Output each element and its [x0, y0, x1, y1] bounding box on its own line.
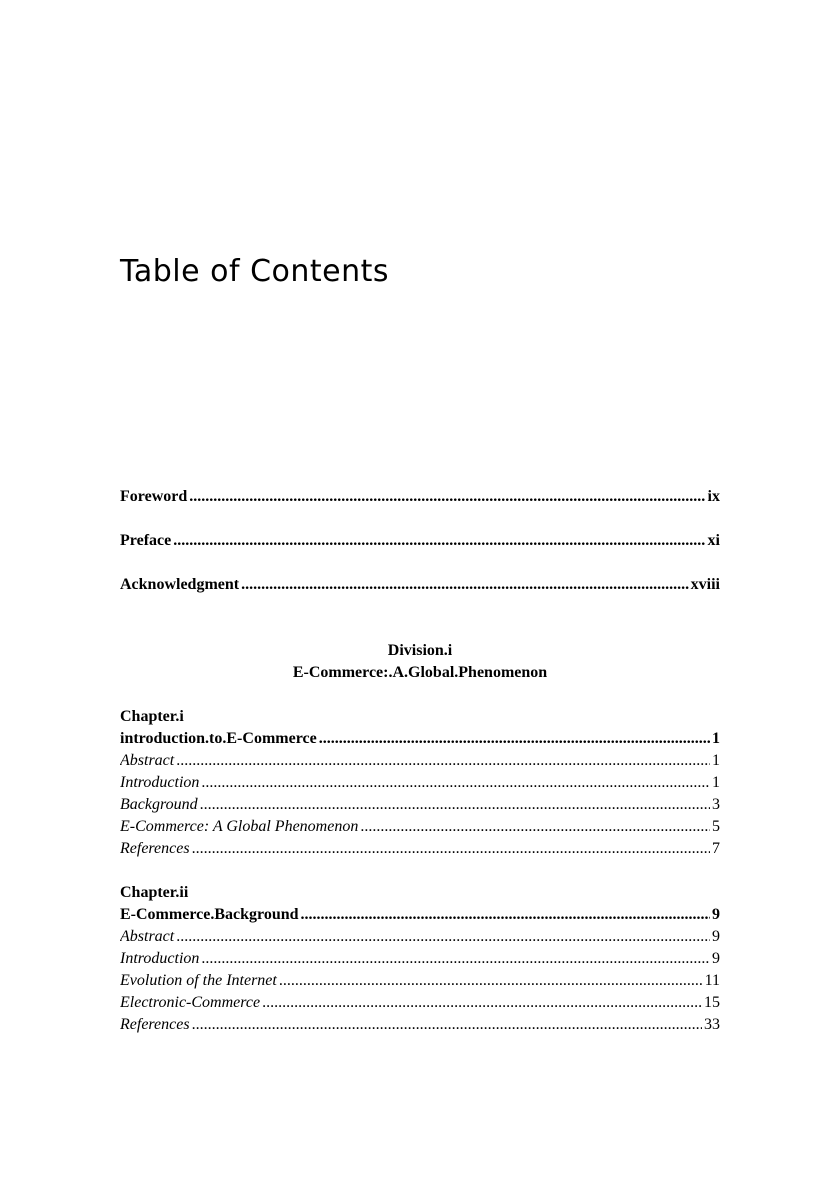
toc-entry-label: E-Commerce: A Global Phenomenon [120, 818, 359, 835]
chapter-number: Chapter.ii [120, 884, 189, 901]
toc-entry-label: References [120, 1016, 190, 1033]
toc-entry-page: 1 [712, 752, 720, 769]
toc-entry-page: 9 [712, 950, 720, 967]
toc-leader-dots [301, 904, 710, 926]
toc-entry-label: Abstract [120, 752, 175, 769]
toc-entry-page: 9 [712, 906, 720, 923]
toc-leader-dots [176, 750, 710, 772]
toc-leader-dots [173, 530, 705, 552]
toc-leader-dots [176, 926, 710, 948]
toc-entry-acknowledgment [120, 574, 720, 596]
toc-entry-page: 1 [712, 774, 720, 791]
toc-entry-label: introduction.to.E-Commerce [120, 730, 317, 747]
toc-section-entry [120, 970, 720, 992]
toc-entry-page: 3 [712, 796, 720, 813]
toc-entry-page: 15 [704, 994, 720, 1011]
toc-entry-label: Abstract [120, 928, 175, 945]
toc-leader-dots [279, 970, 703, 992]
toc-entry-page: 9 [712, 928, 720, 945]
toc-leader-dots [192, 838, 710, 860]
toc-section-entry [120, 926, 720, 948]
page-title: Table of Contents [120, 254, 390, 289]
toc-chapter-title [120, 904, 720, 926]
toc-entry-label: Introduction [120, 774, 200, 791]
toc-leader-dots [201, 948, 710, 970]
toc-section-entry [120, 838, 720, 860]
toc-entry-label: E-Commerce.Background [120, 906, 299, 923]
toc-leader-dots [201, 772, 710, 794]
toc-entry-label: Preface [120, 532, 172, 549]
toc-chapter-title [120, 728, 720, 750]
toc-entry-page: 5 [712, 818, 720, 835]
toc-entry-label: Foreword [120, 488, 188, 505]
toc-section-entry [120, 794, 720, 816]
toc-leader-dots [241, 574, 689, 596]
toc-leader-dots [360, 816, 710, 838]
toc-entry-page: ix [707, 488, 720, 505]
toc-entry-page: 33 [704, 1016, 720, 1033]
toc-leader-dots [189, 486, 705, 508]
toc-leader-dots [192, 1014, 702, 1036]
toc-entry-label: Electronic-Commerce [120, 994, 261, 1011]
chapter-number: Chapter.i [120, 708, 184, 725]
toc-entry-label: Background [120, 796, 198, 813]
toc-section-entry [120, 1014, 720, 1036]
toc-entry-label: Evolution of the Internet [120, 972, 277, 989]
toc-entry-preface [120, 530, 720, 552]
toc-entry-page: xi [707, 532, 720, 549]
toc-leader-dots [319, 728, 710, 750]
toc-entry-page: 1 [712, 730, 720, 747]
toc-entry-foreword [120, 486, 720, 508]
toc-leader-dots [200, 794, 710, 816]
division-number: Division.i [387, 642, 453, 659]
division-title: E-Commerce:.A.Global.Phenomenon [292, 664, 548, 681]
toc-section-entry [120, 750, 720, 772]
toc-entry-label: Acknowledgment [120, 576, 240, 593]
toc-entry-page: 7 [712, 840, 720, 857]
toc-section-entry [120, 992, 720, 1014]
toc-entry-label: Introduction [120, 950, 200, 967]
toc-section-entry [120, 816, 720, 838]
toc-entry-label: References [120, 840, 190, 857]
toc-leader-dots [262, 992, 702, 1014]
toc-section-entry [120, 948, 720, 970]
toc-entry-page: xviii [690, 576, 720, 593]
toc-entry-page: 11 [704, 972, 720, 989]
toc-section-entry [120, 772, 720, 794]
